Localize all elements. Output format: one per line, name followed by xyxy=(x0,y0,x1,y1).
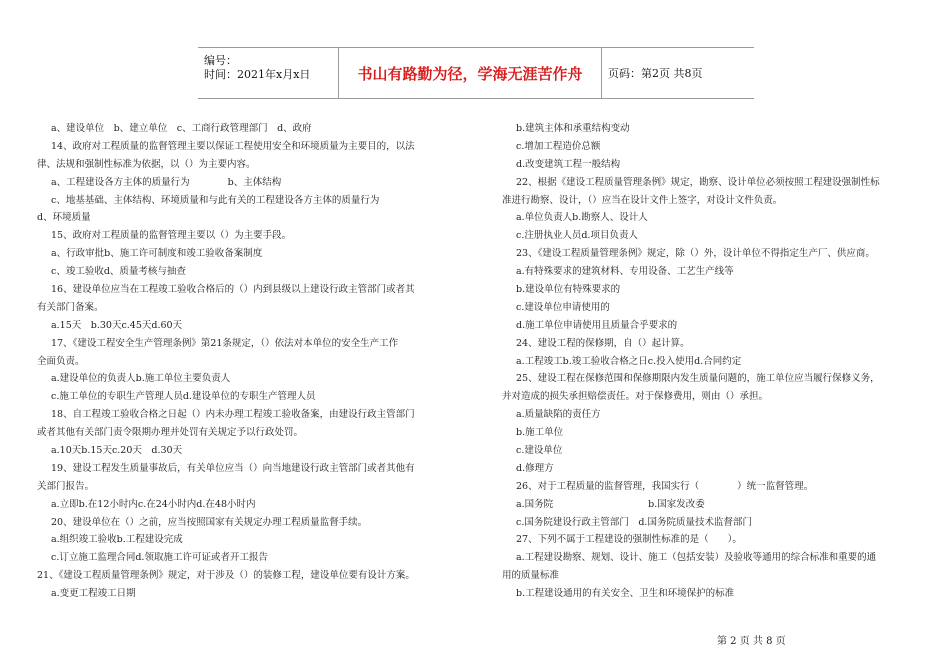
text-line: a.组织竣工验收b.工程建设完成 xyxy=(51,534,183,546)
text-line: a.有特殊要求的建筑材料、专用设备、工艺生产线等 xyxy=(516,266,734,278)
header-info-cell xyxy=(198,48,339,98)
text-line: a.立即b.在12小时内c.在24小时内d.在48小时内 xyxy=(51,498,256,510)
text-line: d.施工单位申请使用且质量合乎要求的 xyxy=(516,319,678,331)
text-line: 或者其他有关部门责令限期办理并处罚有关规定予以行政处罚。 xyxy=(37,427,304,439)
text-line: 19、建设工程发生质量事故后，有关单位应当（）向当地建设行政主管部门或者其他有 xyxy=(51,462,415,474)
page-footer: 第 2 页 共 8 页 xyxy=(717,636,786,647)
text-line: d、环境质量 xyxy=(37,212,91,224)
text-line: a.国务院 b.国家发改委 xyxy=(516,498,705,510)
document-time: 时间：2021年x月x日 xyxy=(204,68,311,81)
text-line: 15、政府对工程质量的监督管理主要以（）为主要手段。 xyxy=(51,230,292,242)
text-line: 关部门报告。 xyxy=(37,480,95,492)
document-number: 编号： xyxy=(204,54,237,67)
text-line: 18、自工程竣工验收合格之日起（）内未办理工程竣工验收备案，由建设行政主管部门 xyxy=(51,409,415,421)
text-line: a.15天 b.30天c.45天d.60天 xyxy=(51,319,183,331)
text-line: a.单位负责人b.勘察人、设计人 xyxy=(516,212,648,224)
text-line: 有关部门备案。 xyxy=(37,301,104,313)
text-line: a.工程竣工b.竣工验收合格之日c.投入使用d.合同约定 xyxy=(516,355,742,367)
text-line: 16、建设单位应当在工程竣工验收合格后的（）内到县级以上建设行政主管部门或者其 xyxy=(51,284,415,296)
text-line: 27、下列不属于工程建设的强制性标准的是（ ）。 xyxy=(516,534,742,546)
text-line: c.订立施工监理合同d.领取施工许可证或者开工报告 xyxy=(51,552,268,564)
text-line: a.工程建设勘察、规划、设计、施工（包括安装）及验收等通用的综合标准和重要的通 xyxy=(516,552,877,564)
text-line: c、地基基础、主体结构、环境质量和与此有关的工程建设各方主体的质量行为 xyxy=(51,194,380,206)
text-line: a.质量缺陷的责任方 xyxy=(516,409,601,421)
text-line: 20、建设单位在（）之前，应当按照国家有关规定办理工程质量监督手续。 xyxy=(51,516,368,528)
text-line: d.改变建筑工程一般结构 xyxy=(516,158,621,170)
text-line: 23、《建设工程质量管理条例》规定，除（）外，设计单位不得指定生产厂、供应商。 xyxy=(516,248,875,260)
page-header xyxy=(198,47,754,99)
text-line: 14、政府对工程质量的监督管理主要以保证工程使用安全和环境质量为主要目的，以法 xyxy=(51,140,415,152)
right-column xyxy=(502,120,922,603)
text-line: 用的质量标准 xyxy=(502,570,560,582)
text-line: c.建设单位申请使用的 xyxy=(516,301,610,313)
text-line: b.建设单位有特殊要求的 xyxy=(516,284,621,296)
text-line: a.变更工程竣工日期 xyxy=(51,588,136,600)
header-page-code: 页码：第2页 共8页 xyxy=(608,67,703,80)
text-line: 并对造成的损失承担赔偿责任。对于保修费用，则由（）承担。 xyxy=(502,391,769,403)
header-motto-cell xyxy=(339,48,602,98)
text-line: 准进行勘察、设计，（）应当在设计文件上签字，对设计文件负责。 xyxy=(502,194,783,206)
text-line: c.国务院建设行政主管部门 d.国务院质量技术监督部门 xyxy=(516,516,752,528)
text-line: a、工程建设各方主体的质量行为 b、主体结构 xyxy=(51,176,282,188)
text-line: a、行政审批b、施工许可制度和竣工验收备案制度 xyxy=(51,248,263,260)
text-line: c.增加工程造价总额 xyxy=(516,140,601,152)
text-line: c.注册执业人员d.项目负责人 xyxy=(516,230,638,242)
text-line: d.修理方 xyxy=(516,462,554,474)
text-line: 21、《建设工程质量管理条例》规定，对于涉及（）的装修工程，建设单位要有设计方案。 xyxy=(37,570,415,582)
text-line: a、建设单位 b、建立单位 c、工商行政管理部门 d、政府 xyxy=(51,123,312,134)
text-line: c.施工单位的专职生产管理人员d.建设单位的专职生产管理人员 xyxy=(51,391,316,403)
text-line: 律、法规和强制性标准为依据，以（）为主要内容。 xyxy=(37,158,256,170)
text-line: 25、建设工程在保修范围和保修期限内发生质量问题的，施工单位应当履行保修义务， xyxy=(516,373,880,385)
text-line: a.建设单位的负责人b.施工单位主要负责人 xyxy=(51,373,231,385)
text-line: 22、根据《建设工程质量管理条例》规定，勘察、设计单位必须按照工程建设强制性标 xyxy=(516,176,880,188)
text-line: b.施工单位 xyxy=(516,427,564,439)
text-line: b.建筑主体和承重结构变动 xyxy=(516,123,630,134)
text-line: 全面负责。 xyxy=(37,355,85,367)
text-line: c、竣工验收d、质量考核与抽查 xyxy=(51,266,186,278)
text-line: c.建设单位 xyxy=(516,445,563,457)
text-line: 24、建设工程的保修期，自（）起计算。 xyxy=(516,337,690,349)
text-line: 26、对于工程质量的监督管理，我国实行（ ）统一监督管理。 xyxy=(516,480,814,492)
text-line: 17、《建设工程安全生产管理条例》第21条规定，（）依法对本单位的安全生产工作 xyxy=(51,337,399,349)
left-column xyxy=(37,120,457,603)
text-line: a.10天b.15天c.20天 d.30天 xyxy=(51,445,183,457)
header-motto: 书山有路勤为径，学海无涯苦作舟 xyxy=(357,65,583,83)
text-line: b.工程建设通用的有关安全、卫生和环境保护的标准 xyxy=(516,588,735,600)
header-page-cell xyxy=(602,48,754,98)
